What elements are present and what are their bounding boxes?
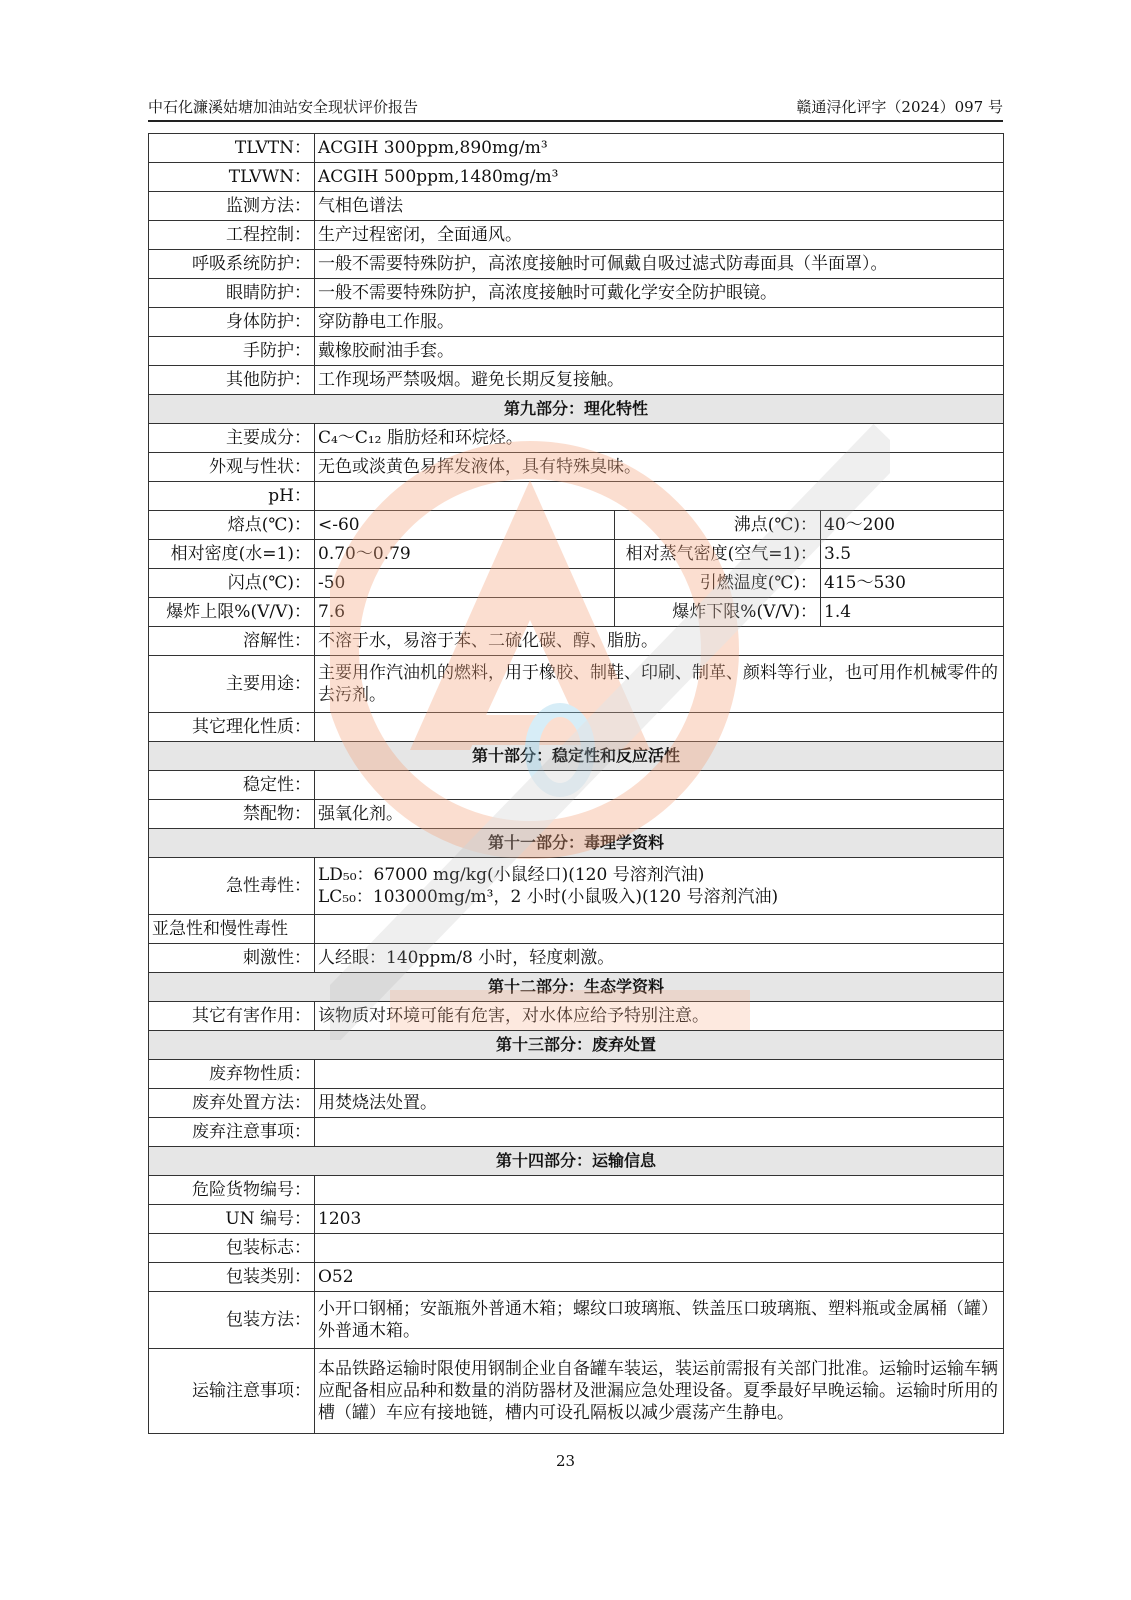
disposal-notes-value bbox=[315, 1118, 1004, 1147]
waste-nature-value bbox=[315, 1060, 1004, 1089]
table-row bbox=[149, 1234, 1004, 1263]
header-report-title: 中石化濂溪姑塘加油站安全现状评价报告 bbox=[148, 98, 419, 116]
table-row bbox=[149, 540, 1004, 569]
monitoring-method-label: 监测方法： bbox=[149, 192, 315, 221]
section-heading-row bbox=[149, 1147, 1004, 1176]
melting-point-value: <-60 bbox=[315, 511, 615, 540]
dangerous-goods-number-label: 危险货物编号： bbox=[149, 1176, 315, 1205]
flash-point-label: 闪点(℃)： bbox=[149, 569, 315, 598]
stability-label: 稳定性： bbox=[149, 771, 315, 800]
table-row bbox=[149, 1263, 1004, 1292]
body-protection-label: 身体防护： bbox=[149, 308, 315, 337]
disposal-method-value: 用焚烧法处置。 bbox=[315, 1089, 1004, 1118]
packaging-method-label: 包装方法： bbox=[149, 1292, 315, 1349]
main-use-value: 主要用作汽油机的燃料，用于橡胶、制鞋、印刷、制革、颜料等行业，也可用作机械零件的去污剂。 bbox=[315, 656, 1004, 713]
section-11-title: 第十一部分：毒理学资料 bbox=[149, 829, 1004, 858]
section-12-title: 第十二部分：生态学资料 bbox=[149, 973, 1004, 1002]
section-heading-row bbox=[149, 973, 1004, 1002]
ignition-temp-label: 引燃温度(℃)： bbox=[615, 569, 821, 598]
section-heading-row bbox=[149, 829, 1004, 858]
table-row bbox=[149, 656, 1004, 713]
un-number-label: UN 编号： bbox=[149, 1205, 315, 1234]
table-row bbox=[149, 1349, 1004, 1434]
irritation-value: 人经眼：140ppm/8 小时，轻度刺激。 bbox=[315, 944, 1004, 973]
section-13-title: 第十三部分：废弃处置 bbox=[149, 1031, 1004, 1060]
disposal-notes-label: 废弃注意事项： bbox=[149, 1118, 315, 1147]
sds-table bbox=[148, 133, 1004, 1434]
section-heading-row bbox=[149, 742, 1004, 771]
ignition-temp-value: 415～530 bbox=[821, 569, 1004, 598]
table-row bbox=[149, 221, 1004, 250]
table-row bbox=[149, 858, 1004, 915]
table-row bbox=[149, 627, 1004, 656]
hand-protection-label: 手防护： bbox=[149, 337, 315, 366]
un-number-value: 1203 bbox=[315, 1205, 1004, 1234]
acute-toxicity-value bbox=[315, 858, 1004, 915]
incompatible-materials-value: 强氧化剂。 bbox=[315, 800, 1004, 829]
ph-value bbox=[315, 482, 1004, 511]
respiratory-protection-value: 一般不需要特殊防护，高浓度接触时可佩戴自吸过滤式防毒面具（半面罩）。 bbox=[315, 250, 1004, 279]
engineering-control-label: 工程控制： bbox=[149, 221, 315, 250]
solubility-value: 不溶于水，易溶于苯、二硫化碳、醇、脂肪。 bbox=[315, 627, 1004, 656]
other-protection-label: 其他防护： bbox=[149, 366, 315, 395]
melting-point-label: 熔点(℃)： bbox=[149, 511, 315, 540]
boiling-point-value: 40～200 bbox=[821, 511, 1004, 540]
body-protection-value: 穿防静电工作服。 bbox=[315, 308, 1004, 337]
section-heading-row bbox=[149, 395, 1004, 424]
section-14-title: 第十四部分：运输信息 bbox=[149, 1147, 1004, 1176]
table-row bbox=[149, 713, 1004, 742]
packaging-class-label: 包装类别： bbox=[149, 1263, 315, 1292]
header-report-number: 赣通浔化评字（2024）097 号 bbox=[796, 98, 1003, 116]
disposal-method-label: 废弃处置方法： bbox=[149, 1089, 315, 1118]
table-row bbox=[149, 944, 1004, 973]
main-use-label: 主要用途： bbox=[149, 656, 315, 713]
page-number: 23 bbox=[555, 1452, 576, 1470]
acute-toxicity-lc50: LC₅₀：103000mg/m³，2 小时(小鼠吸入)(120 号溶剂汽油) bbox=[318, 887, 779, 907]
lower-explosive-limit-value: 1.4 bbox=[821, 598, 1004, 627]
other-properties-label: 其它理化性质： bbox=[149, 713, 315, 742]
chronic-toxicity-label: 亚急性和慢性毒性 bbox=[149, 915, 315, 944]
eye-protection-value: 一般不需要特殊防护，高浓度接触时可戴化学安全防护眼镜。 bbox=[315, 279, 1004, 308]
relative-density-value: 0.70～0.79 bbox=[315, 540, 615, 569]
packaging-mark-value bbox=[315, 1234, 1004, 1263]
upper-explosive-limit-label: 爆炸上限%(V/V)： bbox=[149, 598, 315, 627]
table-row bbox=[149, 250, 1004, 279]
table-row bbox=[149, 598, 1004, 627]
transport-notes-value: 本品铁路运输时限使用钢制企业自备罐车装运，装运前需报有关部门批准。运输时运输车辆应配备相应品种和数量的消防器材及泄漏应急处理设备。夏季最好早晚运输。运输时所用的槽（罐）车应有接地链，槽内可设孔隔板以减少震荡产生静电。 bbox=[315, 1349, 1004, 1434]
acute-toxicity-label: 急性毒性： bbox=[149, 858, 315, 915]
table-row bbox=[149, 163, 1004, 192]
table-row bbox=[149, 308, 1004, 337]
table-row bbox=[149, 1089, 1004, 1118]
irritation-label: 刺激性： bbox=[149, 944, 315, 973]
hand-protection-value: 戴橡胶耐油手套。 bbox=[315, 337, 1004, 366]
other-properties-value bbox=[315, 713, 1004, 742]
eye-protection-label: 眼睛防护： bbox=[149, 279, 315, 308]
section-9-title: 第九部分：理化特性 bbox=[149, 395, 1004, 424]
vapor-density-value: 3.5 bbox=[821, 540, 1004, 569]
vapor-density-label: 相对蒸气密度(空气=1)： bbox=[615, 540, 821, 569]
stability-value bbox=[315, 771, 1004, 800]
acute-toxicity-ld50: LD₅₀：67000 mg/kg(小鼠经口)(120 号溶剂汽油) bbox=[318, 865, 705, 885]
packaging-method-value: 小开口钢桶；安瓿瓶外普通木箱；螺纹口玻璃瓶、铁盖压口玻璃瓶、塑料瓶或金属桶（罐）外普通木箱。 bbox=[315, 1292, 1004, 1349]
table-row bbox=[149, 1002, 1004, 1031]
upper-explosive-limit-value: 7.6 bbox=[315, 598, 615, 627]
relative-density-label: 相对密度(水=1)： bbox=[149, 540, 315, 569]
other-harmful-effects-label: 其它有害作用： bbox=[149, 1002, 315, 1031]
section-10-title: 第十部分：稳定性和反应活性 bbox=[149, 742, 1004, 771]
tlvtn-value: ACGIH 300ppm,890mg/m³ bbox=[315, 134, 1004, 163]
composition-label: 主要成分： bbox=[149, 424, 315, 453]
dangerous-goods-number-value bbox=[315, 1176, 1004, 1205]
waste-nature-label: 废弃物性质： bbox=[149, 1060, 315, 1089]
table-row bbox=[149, 134, 1004, 163]
table-row bbox=[149, 453, 1004, 482]
tlvwn-value: ACGIH 500ppm,1480mg/m³ bbox=[315, 163, 1004, 192]
other-protection-value: 工作现场严禁吸烟。避免长期反复接触。 bbox=[315, 366, 1004, 395]
section-heading-row bbox=[149, 1031, 1004, 1060]
other-harmful-effects-value: 该物质对环境可能有危害，对水体应给予特别注意。 bbox=[315, 1002, 1004, 1031]
table-row bbox=[149, 337, 1004, 366]
chronic-toxicity-value bbox=[315, 915, 1004, 944]
tlvtn-label: TLVTN： bbox=[149, 134, 315, 163]
table-row bbox=[149, 511, 1004, 540]
solubility-label: 溶解性： bbox=[149, 627, 315, 656]
table-row bbox=[149, 1118, 1004, 1147]
page-header bbox=[148, 96, 1003, 122]
table-row bbox=[149, 1205, 1004, 1234]
appearance-value: 无色或淡黄色易挥发液体，具有特殊臭味。 bbox=[315, 453, 1004, 482]
transport-notes-label: 运输注意事项： bbox=[149, 1349, 315, 1434]
respiratory-protection-label: 呼吸系统防护： bbox=[149, 250, 315, 279]
table-row bbox=[149, 482, 1004, 511]
table-row bbox=[149, 192, 1004, 221]
engineering-control-value: 生产过程密闭，全面通风。 bbox=[315, 221, 1004, 250]
composition-value: C₄～C₁₂ 脂肪烃和环烷烃。 bbox=[315, 424, 1004, 453]
table-row bbox=[149, 1292, 1004, 1349]
packaging-mark-label: 包装标志： bbox=[149, 1234, 315, 1263]
table-row bbox=[149, 800, 1004, 829]
table-row bbox=[149, 1060, 1004, 1089]
table-row bbox=[149, 569, 1004, 598]
incompatible-materials-label: 禁配物： bbox=[149, 800, 315, 829]
appearance-label: 外观与性状： bbox=[149, 453, 315, 482]
packaging-class-value: O52 bbox=[315, 1263, 1004, 1292]
boiling-point-label: 沸点(℃)： bbox=[615, 511, 821, 540]
lower-explosive-limit-label: 爆炸下限%(V/V)： bbox=[615, 598, 821, 627]
monitoring-method-value: 气相色谱法 bbox=[315, 192, 1004, 221]
table-row bbox=[149, 424, 1004, 453]
table-row bbox=[149, 366, 1004, 395]
ph-label: pH： bbox=[149, 482, 315, 511]
table-row bbox=[149, 915, 1004, 944]
table-row bbox=[149, 279, 1004, 308]
flash-point-value: -50 bbox=[315, 569, 615, 598]
table-row bbox=[149, 1176, 1004, 1205]
tlvwn-label: TLVWN： bbox=[149, 163, 315, 192]
table-row bbox=[149, 771, 1004, 800]
